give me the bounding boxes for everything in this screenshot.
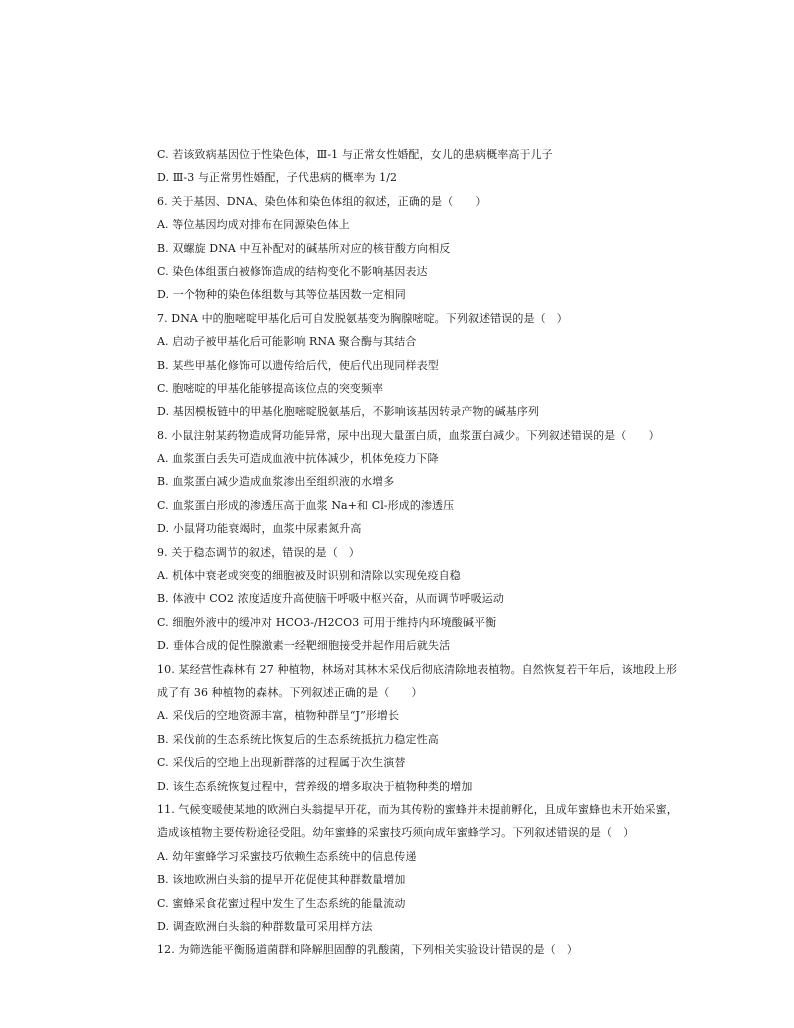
question-7: 7. DNA 中的胞嘧啶甲基化后可自发脱氨基变为胸腺嘧啶。下列叙述错误的是（ ） — [157, 311, 568, 325]
question-7-option-c: C. 胞嘧啶的甲基化能够提高该位点的突变频率 — [157, 381, 384, 395]
question-7-option-b: B. 某些甲基化修饰可以遗传给后代，使后代出现同样表型 — [157, 358, 439, 372]
question-8-option-d: D. 小鼠肾功能衰竭时，血浆中尿素氮升高 — [157, 522, 362, 536]
question-6-option-a: A. 等位基因均成对排布在同源染色体上 — [157, 218, 350, 232]
option-d-line: D. Ⅲ-3 与正常男性婚配，子代患病的概率为 1/2 — [157, 171, 398, 185]
exam-text-body — [157, 143, 717, 962]
question-10-continued: 成了有 36 种植物的森林。下列叙述正确的是（ ） — [157, 685, 423, 699]
question-11-option-a: A. 幼年蜜蜂学习采蜜技巧依赖生态系统中的信息传递 — [157, 849, 417, 863]
question-7-option-d: D. 基因模板链中的甲基化胞嘧啶脱氨基后，不影响该基因转录产物的碱基序列 — [157, 405, 540, 419]
question-9-option-d: D. 垂体合成的促性腺激素一经靶细胞接受并起作用后就失活 — [157, 639, 451, 653]
question-8: 8. 小鼠注射某药物造成肾功能异常，尿中出现大量蛋白质，血浆蛋白减少。下列叙述错误的是（ ） — [157, 428, 660, 442]
question-11-option-b: B. 该地欧洲白头翁的提早开花促使其种群数量增加 — [157, 873, 406, 887]
question-8-option-a: A. 血浆蛋白丢失可造成血液中抗体减少，机体免疫力下降 — [157, 452, 439, 466]
question-6-option-d: D. 一个物种的染色体组数与其等位基因数一定相同 — [157, 288, 406, 302]
question-10: 10. 某经营性森林有 27 种植物，林场对其林木采伐后彻底清除地表植物。自然恢复若干年后，该地段上形 — [157, 662, 678, 676]
question-6-option-c: C. 染色体组蛋白被修饰造成的结构变化不影响基因表达 — [157, 264, 428, 278]
question-10-option-c: C. 采伐后的空地上出现新群落的过程属于次生演替 — [157, 756, 406, 770]
question-7-option-a: A. 启动子被甲基化后可能影响 RNA 聚合酶与其结合 — [157, 335, 417, 349]
question-10-option-b: B. 采伐前的生态系统比恢复后的生态系统抵抗力稳定性高 — [157, 732, 439, 746]
question-10-option-a: A. 采伐后的空地资源丰富，植物种群呈“J”形增长 — [157, 709, 400, 723]
question-11: 11. 气候变暖使某地的欧洲白头翁提早开花，而为其传粉的蜜蜂并未提前孵化，且成年蜜蜂也未开始采蜜， — [157, 802, 678, 816]
question-6-option-b: B. 双螺旋 DNA 中互补配对的碱基所对应的核苷酸方向相反 — [157, 241, 451, 255]
question-11-continued: 造成该植物主要传粉途径受阻。幼年蜜蜂的采蜜技巧须向成年蜜蜂学习。下列叙述错误的是（ ） — [157, 826, 635, 840]
question-11-option-c: C. 蜜蜂采食花蜜过程中发生了生态系统的能量流动 — [157, 896, 406, 910]
question-11-option-d: D. 调查欧洲白头翁的种群数量可采用样方法 — [157, 919, 373, 933]
question-8-option-b: B. 血浆蛋白减少造成血浆渗出至组织液的水增多 — [157, 475, 395, 489]
question-9-option-a: A. 机体中衰老或突变的细胞被及时识别和清除以实现免疫自稳 — [157, 569, 461, 583]
question-9: 9. 关于稳态调节的叙述，错误的是（ ） — [157, 545, 360, 559]
question-9-option-b: B. 体液中 CO2 浓度适度升高使脑干呼吸中枢兴奋，从而调节呼吸运动 — [157, 592, 505, 606]
question-10-option-d: D. 该生态系统恢复过程中，营养级的增多取决于植物种类的增加 — [157, 779, 473, 793]
question-6: 6. 关于基因、DNA、染色体和染色体组的叙述，正确的是（ ） — [157, 194, 487, 208]
question-8-option-c: C. 血浆蛋白形成的渗透压高于血浆 Na+和 Cl-形成的渗透压 — [157, 498, 455, 512]
question-12: 12. 为筛选能平衡肠道菌群和降解胆固醇的乳酸菌，下列相关实验设计错误的是（ ） — [157, 943, 578, 957]
question-9-option-c: C. 细胞外液中的缓冲对 HCO3-/H2CO3 可用于维持内环境酸碱平衡 — [157, 615, 497, 629]
option-c-line: C. 若该致病基因位于性染色体，Ⅲ-1 与正常女性婚配，女儿的患病概率高于儿子 — [157, 148, 553, 161]
